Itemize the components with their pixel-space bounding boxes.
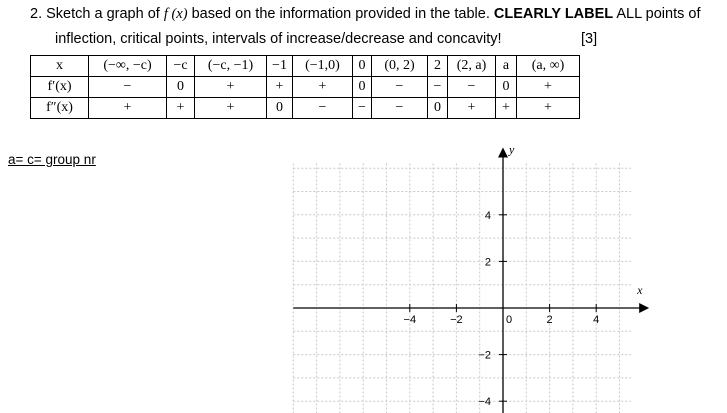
x-tick-label: 0 [505, 314, 513, 326]
table-header-cell: (a, ∞) [517, 56, 580, 77]
question-function: f (x) [163, 6, 188, 22]
group-note: a= c= group nr [8, 152, 96, 167]
y-tick-label: 2 [484, 256, 491, 269]
x-tick-label: −4 [403, 314, 417, 326]
table-cell: − [448, 77, 496, 98]
table-cell: 0 [496, 77, 517, 98]
question-number: 2. [30, 6, 43, 22]
table-cell: 0 [167, 77, 195, 98]
table-header-cell: (0, 2) [372, 56, 428, 77]
table-header-cell: (−∞, −c) [89, 56, 167, 77]
table-cell: + [195, 98, 267, 119]
question-line-2: inflection, critical points, intervals of increase/decrease and concavity! [55, 31, 502, 47]
table-header-cell: −1 [267, 56, 293, 77]
x-tick-label: −2 [450, 314, 463, 326]
table-cell: + [267, 77, 293, 98]
row-label: f″(x) [31, 98, 89, 119]
x-tick-label: 2 [546, 314, 553, 326]
y-tick-label: −4 [478, 396, 491, 409]
table-cell: + [517, 77, 580, 98]
x-axis-label: x [637, 283, 643, 297]
table-cell: + [195, 77, 267, 98]
table-cell: + [293, 77, 353, 98]
question-text-suffix: ALL points of [616, 6, 701, 22]
table-cell: 0 [267, 98, 293, 119]
y-axis-arrow [498, 148, 508, 158]
question-text-prefix: Sketch a graph of [46, 6, 160, 22]
table-header-cell: a [496, 56, 517, 77]
table-cell: + [517, 98, 580, 119]
table-cell: + [89, 98, 167, 119]
table-header-cell: (−1,0) [293, 56, 353, 77]
y-tick-label: −2 [478, 349, 491, 362]
table-cell: − [89, 77, 167, 98]
table-cell: 0 [428, 98, 448, 119]
table-cell: − [293, 98, 353, 119]
table-header-cell: x [31, 56, 89, 77]
question-text-mid: based on the information provided in the table. [191, 6, 490, 22]
x-tick-label: 4 [593, 314, 600, 326]
table-cell: − [372, 98, 428, 119]
table-cell: + [167, 98, 195, 119]
table-header-cell: (2, a) [448, 56, 496, 77]
table-header-cell: 0 [353, 56, 372, 77]
y-tick-label: 4 [484, 209, 491, 222]
table-header-cell: 2 [428, 56, 448, 77]
table-cell: 0 [353, 77, 372, 98]
table-header-cell: −c [167, 56, 195, 77]
table-cell: − [353, 98, 372, 119]
row-label: f′(x) [31, 77, 89, 98]
table-cell: − [428, 77, 448, 98]
table-cell: + [496, 98, 517, 119]
table-header-cell: (−c, −1) [195, 56, 267, 77]
question-emphasis: CLEARLY LABEL [493, 6, 614, 22]
x-axis-arrow [639, 303, 649, 313]
table-cell: + [448, 98, 496, 119]
y-axis-label: y [509, 142, 515, 157]
question-marks: [3] [581, 31, 598, 47]
table-cell: − [372, 77, 428, 98]
